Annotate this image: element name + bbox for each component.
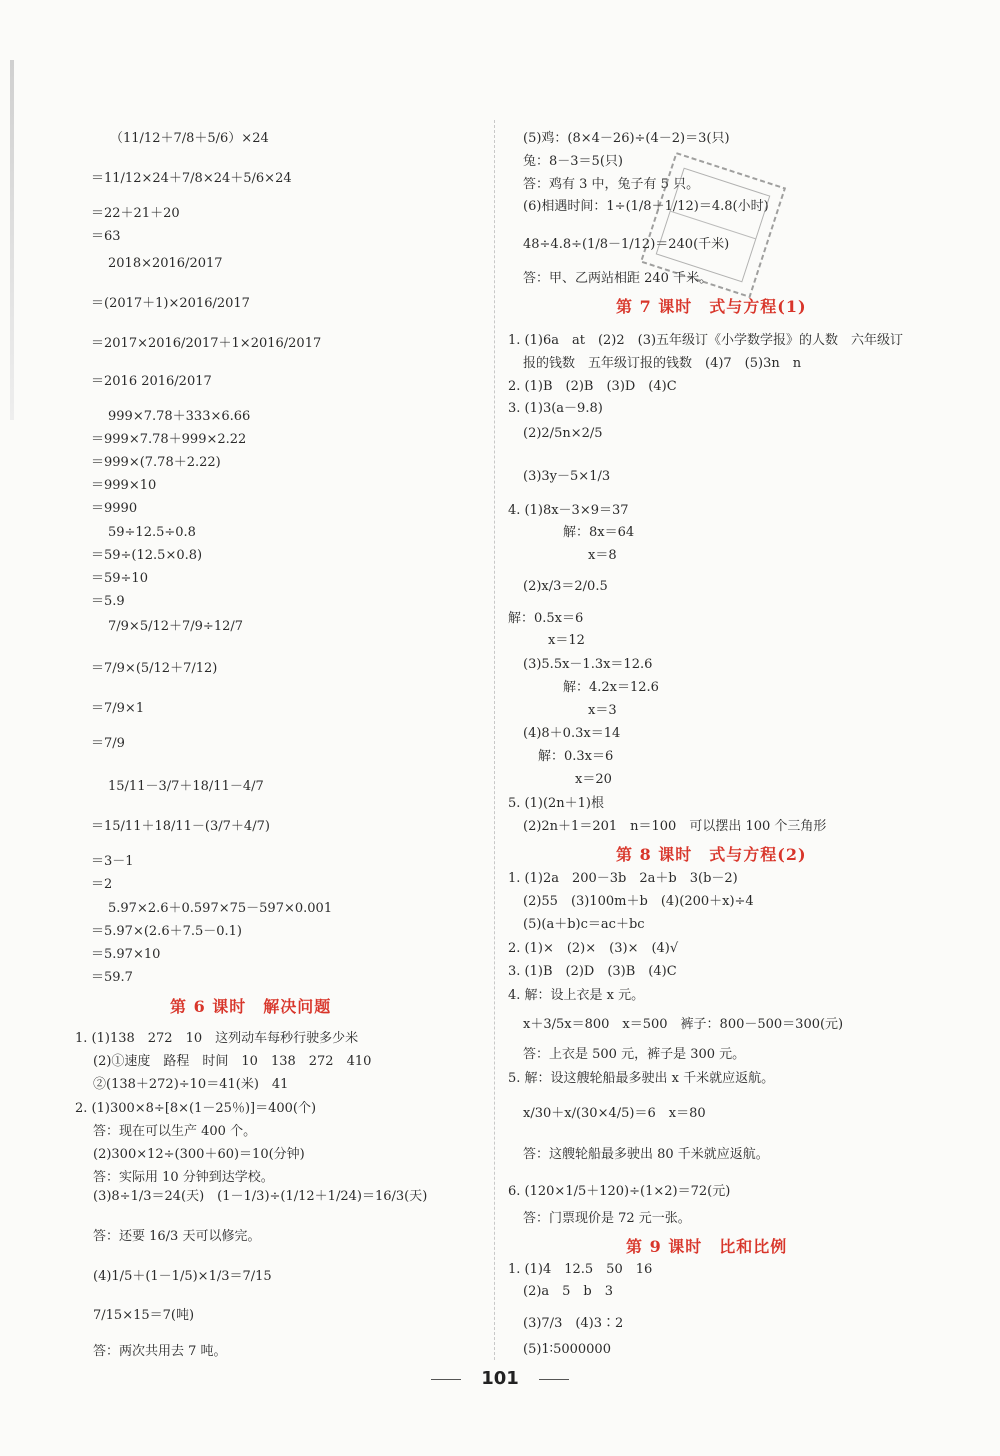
right-answer-line: (4)8＋0.3x＝14 xyxy=(523,726,621,741)
left-answer-line: 2018×2016/2017 xyxy=(108,256,223,271)
left-answer-line: ＝2 xyxy=(91,877,113,892)
right-answer-line: 3. (1)3(a－9.8) xyxy=(508,401,603,416)
left-answer-line: ＝2017×2016/2017＋1×2016/2017 xyxy=(91,336,322,351)
left-answer-line: ＝999×10 xyxy=(91,478,157,493)
right-answer-line: (5)鸡：(8×4－26)÷(4－2)＝3(只) xyxy=(523,131,730,146)
left-answer-line: ＝7/9×1 xyxy=(91,701,145,716)
page-number xyxy=(0,1368,1000,1389)
right-answer-line: (3)5.5x－1.3x＝12.6 xyxy=(523,657,653,672)
right-answer-line: (2)2/5n×2/5 xyxy=(523,426,603,441)
right-answer-line: 解：0.3x＝6 xyxy=(538,749,614,764)
right-section-heading: 第 8 课时 式与方程(2) xyxy=(616,845,807,864)
right-answer-line: 1. (1)4 12.5 50 16 xyxy=(508,1262,653,1277)
left-answer-line: 答：实际用 10 分钟到达学校。 xyxy=(93,1170,274,1185)
left-answer-line: ＝59.7 xyxy=(91,970,133,985)
left-answer-line: 999×7.78＋333×6.66 xyxy=(108,409,251,424)
left-answer-line: ＝2016 2016/2017 xyxy=(91,374,212,389)
right-answer-line: (2)55 (3)100m＋b (4)(200＋x)÷4 xyxy=(523,894,754,909)
right-answer-line: 答：门票现价是 72 元一张。 xyxy=(523,1211,691,1226)
left-answer-line: 7/9×5/12＋7/9÷12/7 xyxy=(108,619,244,634)
left-answer-line: ＝5.97×10 xyxy=(91,947,161,962)
page-number-dash-left xyxy=(431,1379,461,1380)
left-answer-line: (2)①速度 路程 时间 10 138 272 410 xyxy=(93,1054,372,1069)
right-answer-line: 报的钱数 五年级订报的钱数 (4)7 (5)3n n xyxy=(523,356,802,371)
left-answer-line: ＝7/9×(5/12＋7/12) xyxy=(91,661,218,676)
right-answer-line: 4. 解：设上衣是 x 元。 xyxy=(508,988,645,1003)
left-answer-line: ＝999×(7.78＋2.22) xyxy=(91,455,221,470)
right-answer-line: 4. (1)8x－3×9＝37 xyxy=(508,503,629,518)
left-answer-line: 7/15×15＝7(吨) xyxy=(93,1308,195,1323)
left-answer-line: ＝22＋21＋20 xyxy=(91,206,180,221)
right-answer-line: 5. (1)(2n＋1)根 xyxy=(508,796,605,811)
right-answer-line: 答：上衣是 500 元，裤子是 300 元。 xyxy=(523,1047,746,1062)
left-answer-line: 答：还要 16/3 天可以修完。 xyxy=(93,1229,261,1244)
page-edge-shadow xyxy=(10,60,14,420)
left-answer-line: 答：两次共用去 7 吨。 xyxy=(93,1344,227,1359)
left-answer-line: ＝(2017＋1)×2016/2017 xyxy=(91,296,250,311)
right-answer-line: x/30＋x/(30×4/5)＝6 x＝80 xyxy=(523,1106,706,1121)
right-answer-line: x＝8 xyxy=(588,548,617,563)
left-section-heading: 第 6 课时 解决问题 xyxy=(170,997,332,1016)
column-divider xyxy=(494,120,495,1360)
right-answer-line: (6)相遇时间：1÷(1/8＋1/12)＝4.8(小时) xyxy=(523,199,769,214)
left-answer-line: 59÷12.5÷0.8 xyxy=(108,525,196,540)
right-answer-line: 答：鸡有 3 中，兔子有 5 只。 xyxy=(523,177,700,192)
right-answer-line: 5. 解：设这艘轮船最多驶出 x 千米就应返航。 xyxy=(508,1071,775,1086)
right-answer-line: x＝20 xyxy=(575,772,612,787)
right-answer-line: 答：这艘轮船最多驶出 80 千米就应返航。 xyxy=(523,1147,769,1162)
left-answer-line: (4)1/5＋(1－1/5)×1/3＝7/15 xyxy=(93,1269,272,1284)
right-answer-line: 答：甲、乙两站相距 240 千米。 xyxy=(523,271,713,286)
right-answer-line: 解：8x＝64 xyxy=(563,525,635,540)
left-answer-line: (2)300×12÷(300＋60)＝10(分钟) xyxy=(93,1147,305,1162)
right-answer-line: x＝12 xyxy=(548,633,585,648)
left-answer-line: 答：现在可以生产 400 个。 xyxy=(93,1124,257,1139)
left-answer-line: ＝11/12×24＋7/8×24＋5/6×24 xyxy=(91,171,292,186)
left-answer-line: 15/11－3/7＋18/11－4/7 xyxy=(108,779,264,794)
right-answer-line: (2)a 5 b 3 xyxy=(523,1284,614,1299)
right-section-heading: 第 7 课时 式与方程(1) xyxy=(616,297,807,316)
left-answer-line: 5.97×2.6＋0.597×75－597×0.001 xyxy=(108,901,333,916)
left-answer-line: ＝63 xyxy=(91,229,121,244)
left-answer-line: 1. (1)138 272 10 这列动车每秒行驶多少米 xyxy=(75,1031,359,1046)
right-answer-line: 1. (1)2a 200－3b 2a＋b 3(b－2) xyxy=(508,871,738,886)
left-answer-line: ＝5.9 xyxy=(91,594,125,609)
left-answer-line: ＝7/9 xyxy=(91,736,125,751)
right-answer-line: (3)7/3 (4)3∶2 xyxy=(523,1316,624,1331)
right-answer-line: 解：0.5x＝6 xyxy=(508,611,584,626)
right-answer-line: 3. (1)B (2)D (3)B (4)C xyxy=(508,964,677,979)
right-answer-line: x＝3 xyxy=(588,703,617,718)
right-answer-line: (5)1∶5000000 xyxy=(523,1342,611,1357)
right-answer-line: (2)2n＋1＝201 n＝100 可以摆出 100 个三角形 xyxy=(523,819,827,834)
left-answer-line: (3)8÷1/3＝24(天) (1－1/3)÷(1/12＋1/24)＝16/3(天) xyxy=(93,1189,428,1204)
right-section-heading: 第 9 课时 比和比例 xyxy=(626,1237,788,1256)
left-answer-line: ＝3－1 xyxy=(91,854,134,869)
left-answer-line: 2. (1)300×8÷[8×(1－25％)]＝400(个) xyxy=(75,1101,317,1116)
left-answer-line: ＝59÷10 xyxy=(91,571,148,586)
right-answer-line: 兔：8－3＝5(只) xyxy=(523,154,623,169)
right-answer-line: 48÷4.8÷(1/8－1/12)＝240(千米) xyxy=(523,237,730,252)
right-answer-line: 2. (1)B (2)B (3)D (4)C xyxy=(508,379,677,394)
left-answer-line: ②(138＋272)÷10＝41(米) 41 xyxy=(93,1077,289,1092)
left-answer-line: ＝15/11＋18/11－(3/7＋4/7) xyxy=(91,819,270,834)
left-answer-line: （11/12＋7/8＋5/6）×24 xyxy=(110,131,269,146)
page-number-text: 101 xyxy=(481,1368,519,1389)
right-answer-line: (5)(a＋b)c＝ac＋bc xyxy=(523,917,645,932)
right-answer-line: 2. (1)× (2)× (3)× (4)√ xyxy=(508,941,679,956)
left-answer-line: ＝59÷(12.5×0.8) xyxy=(91,548,203,563)
left-answer-line: ＝999×7.78＋999×2.22 xyxy=(91,432,247,447)
right-answer-line: 6. (120×1/5＋120)÷(1×2)＝72(元) xyxy=(508,1184,731,1199)
right-answer-line: 解：4.2x＝12.6 xyxy=(563,680,659,695)
left-answer-line: ＝5.97×(2.6＋7.5－0.1) xyxy=(91,924,243,939)
left-answer-line: ＝9990 xyxy=(91,501,138,516)
right-answer-line: 1. (1)6a at (2)2 (3)五年级订《小学数学报》的人数 六年级订 xyxy=(508,333,904,348)
page-number-dash-right xyxy=(539,1379,569,1380)
watermark-stamp-icon xyxy=(618,130,807,319)
right-answer-line: (2)x/3＝2/0.5 xyxy=(523,579,608,594)
right-answer-line: x＋3/5x＝800 x＝500 裤子：800－500＝300(元) xyxy=(523,1017,844,1032)
right-answer-line: (3)3y－5×1/3 xyxy=(523,469,611,484)
